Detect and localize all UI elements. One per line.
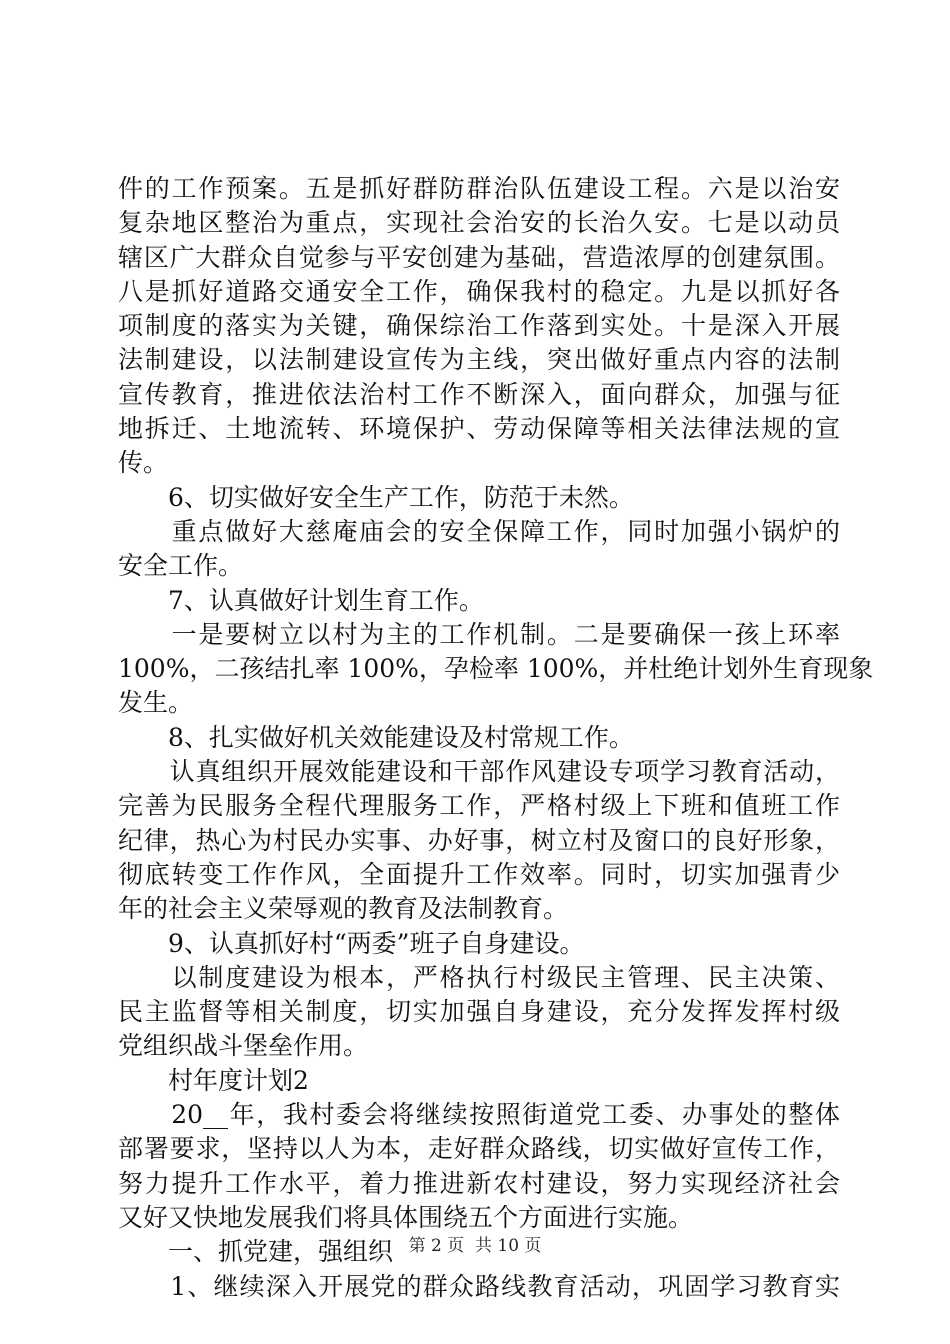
text-line: 努力提升工作水平，着力推进新农村建设，努力实现经济社会	[118, 1168, 840, 1198]
text-line: 一是要树立以村为主的工作机制。二是要确保一孩上环率	[118, 619, 840, 649]
text-line: 彻底转变工作作风，全面提升工作效率。同时，切实加强青少	[118, 859, 840, 889]
text-line: 件的工作预案。五是抓好群防群治队伍建设工程。六是以治安	[118, 174, 840, 203]
text-line: 8、扎实做好机关效能建设及村常规工作。	[118, 722, 634, 752]
text-line: 复杂地区整治为重点，实现社会治安的长治久安。七是以动员	[118, 208, 840, 238]
text-line: 辖区广大群众自觉参与平安创建为基础，营造浓厚的创建氛围。	[118, 242, 840, 272]
text-line: 100%，二孩结扎率 100%，孕检率 100%，并杜绝计划外生育现象	[118, 654, 874, 684]
text-line: 村年度计划2	[118, 1065, 309, 1095]
page-number-label: 第 2 页 共 10 页	[408, 1236, 542, 1256]
text-line: 完善为民服务全程代理服务工作，严格村级上下班和值班工作	[118, 791, 840, 821]
text-line: 民主监督等相关制度，切实加强自身建设，充分发挥发挥村级	[118, 997, 840, 1027]
text-line: 八是抓好道路交通安全工作，确保我村的稳定。九是以抓好各	[118, 276, 840, 306]
text-line: 重点做好大慈庵庙会的安全保障工作，同时加强小锅炉的	[118, 516, 840, 546]
text-line: 认真组织开展效能建设和干部作风建设专项学习教育活动，	[118, 757, 840, 787]
text-line: 6、切实做好安全生产工作，防范于未然。	[118, 482, 634, 512]
document-body	[118, 172, 874, 1304]
text-line: 以制度建设为根本，严格执行村级民主管理、民主决策、	[118, 962, 840, 992]
text-line: 又好又快地发展我们将具体围绕五个方面进行实施。	[118, 1202, 694, 1232]
page-footer	[0, 1236, 950, 1256]
text-line: 部署要求，坚持以人为本，走好群众路线，切实做好宣传工作，	[118, 1134, 840, 1164]
text-line: 1、继续深入开展党的群众路线教育活动，巩固学习教育实	[118, 1271, 840, 1301]
text-line: 地拆迁、土地流转、环境保护、劳动保障等相关法律法规的宣	[118, 414, 840, 444]
text-line: 一、抓党建，强组织	[118, 1237, 394, 1267]
text-line: 年的社会主义荣辱观的教育及法制教育。	[118, 894, 569, 924]
text-line: 20__年，我村委会将继续按照街道党工委、办事处的整体	[118, 1100, 840, 1130]
text-line: 宣传教育，推进依法治村工作不断深入，面向群众，加强与征	[118, 379, 840, 409]
text-line: 纪律，热心为村民办实事、办好事，树立村及窗口的良好形象，	[118, 825, 840, 855]
text-line: 党组织战斗堡垒作用。	[118, 1031, 369, 1061]
text-line: 传。	[118, 448, 169, 478]
text-line: 9、认真抓好村“两委”班子自身建设。	[118, 928, 585, 958]
text-line: 发生。	[118, 688, 194, 718]
text-line: 7、认真做好计划生育工作。	[118, 585, 484, 615]
text-line: 项制度的落实为关键，确保综治工作落到实处。十是深入开展	[118, 311, 840, 341]
text-line: 安全工作。	[118, 551, 244, 581]
text-line: 法制建设，以法制建设宣传为主线，突出做好重点内容的法制	[118, 345, 840, 375]
